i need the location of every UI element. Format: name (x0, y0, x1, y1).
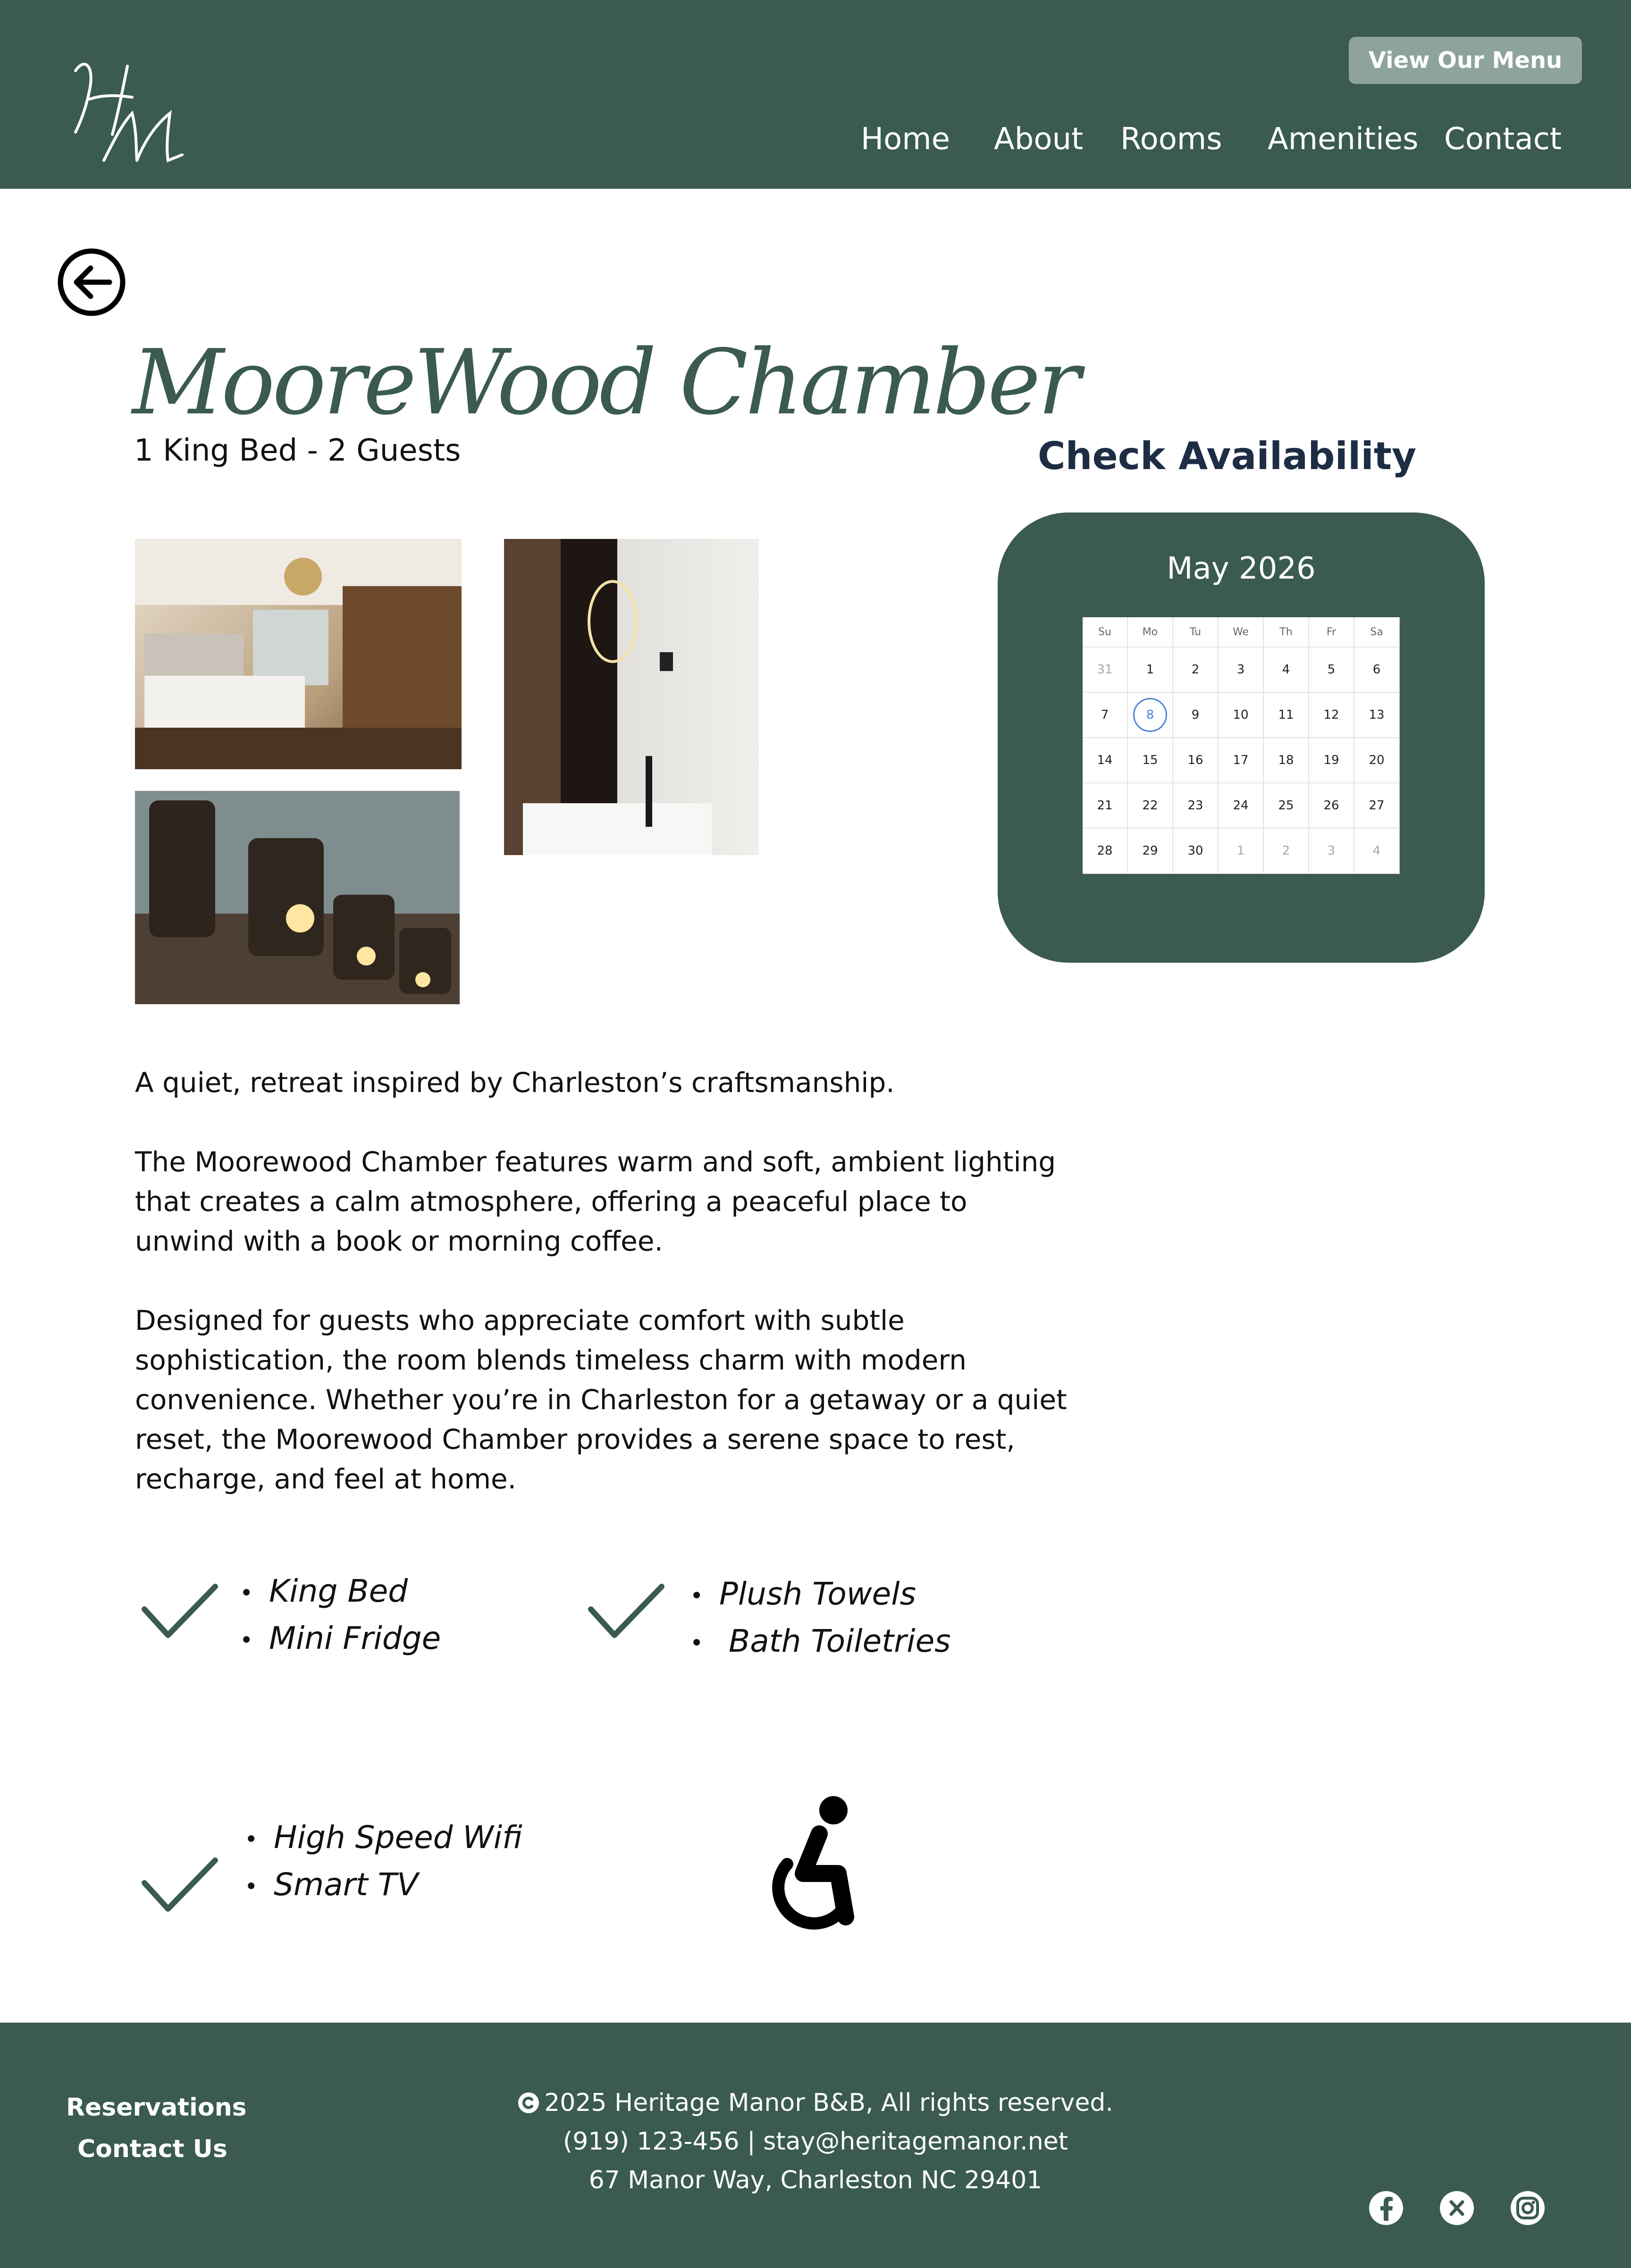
calendar-day[interactable]: 31 (1083, 647, 1128, 693)
check-icon (140, 1581, 220, 1642)
calendar-day[interactable]: 1 (1128, 647, 1173, 693)
calendar-day[interactable]: 1 (1219, 829, 1264, 874)
calendar-day[interactable]: 30 (1173, 829, 1219, 874)
calendar-day[interactable]: 27 (1354, 783, 1400, 829)
calendar-day[interactable]: 2 (1173, 647, 1219, 693)
weekday-header: Th (1264, 617, 1309, 647)
calendar-day[interactable]: 4 (1264, 647, 1309, 693)
calendar-day[interactable]: 3 (1219, 647, 1264, 693)
description-intro: A quiet, retreat inspired by Charleston’s craftsmanship. (135, 1067, 895, 1099)
weekday-header: Sa (1354, 617, 1400, 647)
bathroom-photo[interactable] (504, 539, 759, 855)
calendar-month-label: May 2026 (1167, 551, 1316, 586)
nav-home[interactable]: Home (861, 122, 950, 157)
calendar-day[interactable]: 15 (1128, 738, 1173, 783)
check-icon (140, 1855, 220, 1916)
calendar-day[interactable]: 20 (1354, 738, 1400, 783)
calendar-day[interactable]: 29 (1128, 829, 1173, 874)
calendar-day[interactable]: 25 (1264, 783, 1309, 829)
calendar-day[interactable]: 6 (1354, 647, 1400, 693)
nav-rooms[interactable]: Rooms (1120, 122, 1222, 157)
footer-contact-info: (919) 123-456 | stay@heritagemanor.net (563, 2127, 1068, 2156)
room-title: MooreWood Chamber (132, 330, 1078, 435)
calendar-day[interactable]: 17 (1219, 738, 1264, 783)
bullet-icon: • (690, 1582, 704, 1609)
calendar-day[interactable]: 3 (1309, 829, 1354, 874)
weekday-header: Fr (1309, 617, 1354, 647)
availability-calendar (1083, 617, 1400, 874)
calendar-day[interactable]: 7 (1083, 693, 1128, 738)
footer-address: 67 Manor Way, Charleston NC 29401 (589, 2166, 1042, 2194)
weekday-header: Su (1083, 617, 1128, 647)
nav-amenities[interactable]: Amenities (1268, 122, 1419, 157)
calendar-day[interactable]: 19 (1309, 738, 1354, 783)
calendar-day[interactable]: 11 (1264, 693, 1309, 738)
view-menu-button[interactable]: View Our Menu (1349, 37, 1582, 84)
site-header (0, 0, 1631, 189)
amenity-item: • Mini Fridge (240, 1616, 441, 1663)
description-paragraph: Designed for guests who appreciate comfort with subtle sophistication, the room blends timeless charm with modern convenience. Whether you’re in Charleston for a getaway or a quiet reset, the Moorewood Chamber provides a serene space to rest, recharge, and feel at home. (135, 1304, 1067, 1495)
selected-day-label: 8 (1133, 698, 1167, 732)
amenity-item: • Bath Toiletries (690, 1619, 951, 1666)
wheelchair-accessible-icon (758, 1793, 857, 1930)
footer-contact-link[interactable]: Contact Us (77, 2135, 227, 2163)
calendar-day[interactable]: 5 (1309, 647, 1354, 693)
amenity-list (690, 1571, 951, 1666)
footer-reservations-link[interactable]: Reservations (66, 2093, 247, 2122)
amenity-list (240, 1569, 441, 1663)
calendar-day[interactable]: 21 (1083, 783, 1128, 829)
calendar-day[interactable]: 12 (1309, 693, 1354, 738)
weekday-header: Mo (1128, 617, 1173, 647)
copyright-text: 2025 Heritage Manor B&B, All rights reserved. (544, 2089, 1113, 2117)
calendar-day[interactable]: 9 (1173, 693, 1219, 738)
bullet-icon: • (240, 1579, 253, 1606)
x-icon[interactable] (1439, 2191, 1474, 2226)
calendar-day-selected[interactable] (1128, 693, 1173, 738)
calendar-day[interactable]: 16 (1173, 738, 1219, 783)
nav-contact[interactable]: Contact (1444, 122, 1562, 157)
check-availability-heading: Check Availability (1037, 434, 1417, 478)
calendar-day[interactable]: 2 (1264, 829, 1309, 874)
bullet-icon: • (690, 1630, 704, 1656)
calendar-day[interactable]: 10 (1219, 693, 1264, 738)
bullet-icon: • (240, 1627, 253, 1654)
facebook-icon[interactable] (1369, 2191, 1404, 2226)
weekday-header: We (1219, 617, 1264, 647)
instagram-icon[interactable] (1510, 2191, 1545, 2226)
back-arrow-icon[interactable] (57, 247, 126, 317)
calendar-day[interactable]: 22 (1128, 783, 1173, 829)
calendar-day[interactable]: 4 (1354, 829, 1400, 874)
description-paragraph: The Moorewood Chamber features warm and soft, ambient lighting that creates a calm atmosphere, offering a peaceful place to unwind with a book or morning coffee. (135, 1146, 1056, 1257)
calendar-day[interactable]: 26 (1309, 783, 1354, 829)
amenity-item: • High Speed Wifi (244, 1815, 522, 1862)
calendar-day[interactable]: 24 (1219, 783, 1264, 829)
amenity-item: • Smart TV (244, 1862, 522, 1909)
bullet-icon: • (244, 1826, 258, 1853)
calendar-day[interactable]: 28 (1083, 829, 1128, 874)
calendar-day[interactable]: 14 (1083, 738, 1128, 783)
calendar-day[interactable]: 23 (1173, 783, 1219, 829)
nav-about[interactable]: About (994, 122, 1084, 157)
logo-hm-monogram[interactable] (57, 52, 198, 170)
footer-copyright (0, 2089, 1631, 2117)
copyright-icon (518, 2092, 539, 2114)
bedroom-photo[interactable] (135, 539, 462, 769)
bullet-icon: • (244, 1873, 258, 1900)
amenity-list (244, 1815, 522, 1909)
weekday-header: Tu (1173, 617, 1219, 647)
check-icon (586, 1581, 666, 1642)
amenity-item: • King Bed (240, 1569, 441, 1616)
calendar-day[interactable]: 18 (1264, 738, 1309, 783)
calendar-day[interactable]: 13 (1354, 693, 1400, 738)
room-subtitle: 1 King Bed - 2 Guests (134, 433, 461, 468)
amenity-item: • Plush Towels (690, 1571, 951, 1619)
pendant-lamps-photo[interactable] (135, 791, 460, 1004)
